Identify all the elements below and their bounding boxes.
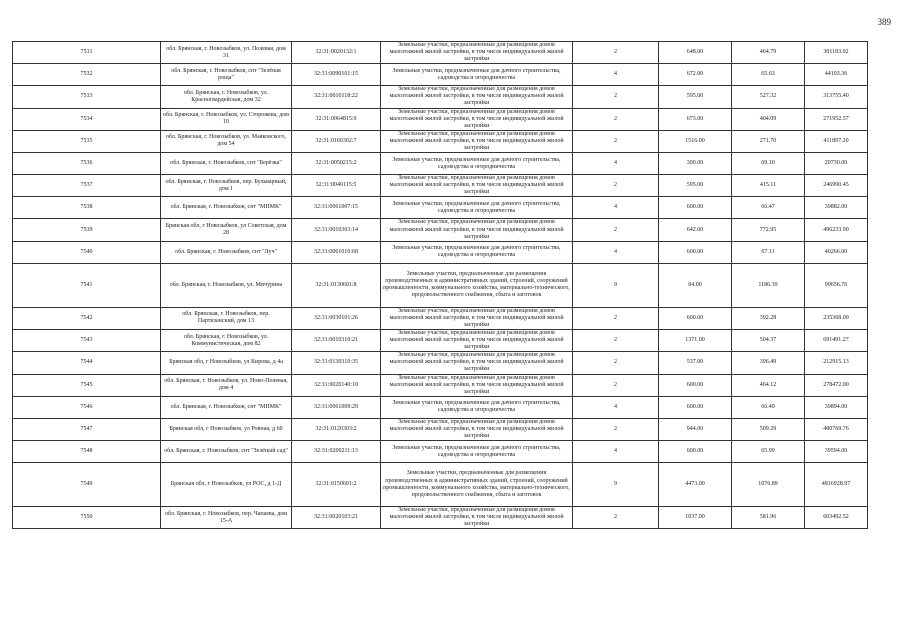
row-number-cell: 7531: [13, 42, 161, 64]
group-cell: 2: [573, 352, 659, 374]
land-use-cell: Земельные участки, предназначенные для дачного строительства, садоводства и огородничества: [381, 396, 573, 418]
cadastral-number-cell: 32:31:0050215:2: [292, 153, 381, 175]
row-number-cell: 7545: [13, 374, 161, 396]
land-use-cell: Земельные участки, предназначенные для размещения домов малоэтажной жилой застройки, в том числе индивидуальной жилой застройки: [381, 418, 573, 440]
land-use-cell: Земельные участки, предназначенные для размещения домов малоэтажной жилой застройки, в том числе индивидуальной жилой застройки: [381, 329, 573, 351]
address-cell: обл. Брянская, г. Новозыбков, ул. Сторожева, дом 10: [161, 108, 292, 130]
area-cell: 1516.00: [659, 130, 732, 152]
area-cell: 600.00: [659, 307, 732, 329]
cadastral-number-cell: 32:31:0061007:15: [292, 197, 381, 219]
land-use-cell: Земельные участки, предназначенные для размещения домов малоэтажной жилой застройки, в том числе индивидуальной жилой застройки: [381, 352, 573, 374]
table-row: [13, 263, 868, 307]
land-use-cell: Земельные участки, предназначенные для размещения производственных и административных зданий, строений, сооружений промышленности, коммунального хозяйства, материально-технического, продовольственного снабжения, сбыта и заготовок: [381, 263, 573, 307]
table-row: [13, 396, 868, 418]
cadastral-value-cell: 44103.36: [805, 64, 868, 86]
area-cell: 4473.00: [659, 463, 732, 507]
group-cell: 4: [573, 241, 659, 263]
land-use-cell: Земельные участки, предназначенные для размещения домов малоэтажной жилой застройки, в том числе индивидуальной жилой застройки: [381, 507, 573, 529]
cadastral-value-cell: 411897.20: [805, 130, 868, 152]
address-cell: обл. Брянская, г. Новозыбков, ул. Коммунистическая, дом 82: [161, 329, 292, 351]
area-cell: 600.00: [659, 441, 732, 463]
cadastral-number-cell: 32:31:0130310:35: [292, 352, 381, 374]
specific-value-cell: 396.49: [732, 352, 805, 374]
land-use-cell: Земельные участки, предназначенные для размещения домов малоэтажной жилой застройки, в том числе индивидуальной жилой застройки: [381, 108, 573, 130]
cadastral-value-cell: 278472.00: [805, 374, 868, 396]
address-cell: обл. Брянская, г. Новозыбков, ул. Ново-Полевая, дом 4: [161, 374, 292, 396]
address-cell: обл. Брянская, г. Новозыбков, пер. Чапаева, дом 15-А: [161, 507, 292, 529]
table-row: [13, 197, 868, 219]
area-cell: 595.00: [659, 86, 732, 108]
specific-value-cell: 1186.39: [732, 263, 805, 307]
area-cell: 672.00: [659, 64, 732, 86]
area-cell: 1037.00: [659, 507, 732, 529]
table-row: [13, 441, 868, 463]
cadastral-value-table: [12, 41, 868, 529]
cadastral-number-cell: 32:31:0200211:13: [292, 441, 381, 463]
table-row: [13, 463, 868, 507]
specific-value-cell: 271.70: [732, 130, 805, 152]
group-cell: 2: [573, 86, 659, 108]
group-cell: 2: [573, 130, 659, 152]
row-number-cell: 7541: [13, 263, 161, 307]
table-row: [13, 175, 868, 197]
land-use-cell: Земельные участки, предназначенные для дачного строительства, садоводства и огородничества: [381, 197, 573, 219]
address-cell: обл. Брянская, г. Новозыбков, ул. Красногвардейская, дом 32: [161, 86, 292, 108]
row-number-cell: 7534: [13, 108, 161, 130]
group-cell: 4: [573, 441, 659, 463]
group-cell: 9: [573, 463, 659, 507]
address-cell: обл. Брянская, г. Новозыбков, снт "Зелёная роща": [161, 64, 292, 86]
row-number-cell: 7540: [13, 241, 161, 263]
area-cell: 648.00: [659, 42, 732, 64]
specific-value-cell: 464.79: [732, 42, 805, 64]
row-number-cell: 7547: [13, 418, 161, 440]
land-use-cell: Земельные участки, предназначенные для дачного строительства, садоводства и огородничества: [381, 441, 573, 463]
cadastral-number-cell: 32:31:0150601:2: [292, 463, 381, 507]
specific-value-cell: 772.95: [732, 219, 805, 241]
area-cell: 600.00: [659, 374, 732, 396]
row-number-cell: 7549: [13, 463, 161, 507]
specific-value-cell: 69.10: [732, 153, 805, 175]
cadastral-value-cell: 603492.52: [805, 507, 868, 529]
specific-value-cell: 415.11: [732, 175, 805, 197]
table-row: [13, 507, 868, 529]
cadastral-value-cell: 496233.90: [805, 219, 868, 241]
cadastral-number-cell: 32:31:0090101:15: [292, 64, 381, 86]
specific-value-cell: 581.96: [732, 507, 805, 529]
land-use-cell: Земельные участки, предназначенные для размещения домов малоэтажной жилой застройки, в том числе индивидуальной жилой застройки: [381, 86, 573, 108]
table-row: [13, 418, 868, 440]
cadastral-number-cell: 32:31:0010303:14: [292, 219, 381, 241]
specific-value-cell: 65.63: [732, 64, 805, 86]
cadastral-value-cell: 20730.00: [805, 153, 868, 175]
address-cell: обл. Брянская, г. Новозыбков, ул. Мичурина: [161, 263, 292, 307]
cadastral-value-cell: 691491.27: [805, 329, 868, 351]
address-cell: Брянская обл, г Новозыбков, ул Кирова, д 4а: [161, 352, 292, 374]
address-cell: обл. Брянская, г. Новозыбков, пер. Партизанский, дом 13: [161, 307, 292, 329]
cadastral-number-cell: 32:31:0020103:21: [292, 507, 381, 529]
land-use-cell: Земельные участки, предназначенные для дачного строительства, садоводства и огородничества: [381, 241, 573, 263]
cadastral-value-cell: 39894.00: [805, 396, 868, 418]
cadastral-value-cell: 212915.13: [805, 352, 868, 374]
group-cell: 2: [573, 374, 659, 396]
group-cell: 4: [573, 396, 659, 418]
cadastral-value-cell: 40266.00: [805, 241, 868, 263]
group-cell: 2: [573, 219, 659, 241]
address-cell: обл. Брянская, г. Новозыбков, снт "МПМК": [161, 396, 292, 418]
group-cell: 4: [573, 197, 659, 219]
cadastral-number-cell: 32:31:0010118:22: [292, 86, 381, 108]
row-number-cell: 7538: [13, 197, 161, 219]
row-number-cell: 7536: [13, 153, 161, 175]
cadastral-number-cell: 32:31:0160302:7: [292, 130, 381, 152]
cadastral-number-cell: 32:31:0030101:26: [292, 307, 381, 329]
specific-value-cell: 392.28: [732, 307, 805, 329]
row-number-cell: 7535: [13, 130, 161, 152]
address-cell: обл. Брянская, г. Новозыбков, ул. Полевая, дом 31: [161, 42, 292, 64]
table-row: [13, 42, 868, 64]
specific-value-cell: 464.12: [732, 374, 805, 396]
table-row: [13, 108, 868, 130]
group-cell: 2: [573, 175, 659, 197]
table-row: [13, 307, 868, 329]
cadastral-number-cell: 32:31:0061010:68: [292, 241, 381, 263]
specific-value-cell: 66.49: [732, 396, 805, 418]
group-cell: 2: [573, 418, 659, 440]
group-cell: 4: [573, 153, 659, 175]
address-cell: Брянская обл, г Новозыбков, ул РОС, д 1-Д: [161, 463, 292, 507]
row-number-cell: 7550: [13, 507, 161, 529]
area-cell: 537.00: [659, 352, 732, 374]
area-cell: 642.00: [659, 219, 732, 241]
area-cell: 300.00: [659, 153, 732, 175]
table-row: [13, 153, 868, 175]
cadastral-number-cell: 32:31:0130601:8: [292, 263, 381, 307]
address-cell: Брянская обл, г Новозыбков, ул Советская, дом 28: [161, 219, 292, 241]
land-use-cell: Земельные участки, предназначенные для размещения домов малоэтажной жилой застройки, в том числе индивидуальной жилой застройки: [381, 130, 573, 152]
cadastral-number-cell: 32:31:0020140:10: [292, 374, 381, 396]
cadastral-value-cell: 39594.00: [805, 441, 868, 463]
row-number-cell: 7532: [13, 64, 161, 86]
land-use-cell: Земельные участки, предназначенные для размещения домов малоэтажной жилой застройки, в том числе индивидуальной жилой застройки: [381, 175, 573, 197]
group-cell: 2: [573, 42, 659, 64]
area-cell: 84.00: [659, 263, 732, 307]
land-use-cell: Земельные участки, предназначенные для размещения домов малоэтажной жилой застройки, в том числе индивидуальной жилой застройки: [381, 307, 573, 329]
group-cell: 4: [573, 64, 659, 86]
cadastral-value-cell: 301183.92: [805, 42, 868, 64]
area-cell: 1371.00: [659, 329, 732, 351]
row-number-cell: 7544: [13, 352, 161, 374]
address-cell: обл. Брянская, г. Новозыбков, снт "МПМК": [161, 197, 292, 219]
land-use-cell: Земельные участки, предназначенные для размещения домов малоэтажной жилой застройки, в том числе индивидуальной жилой застройки: [381, 374, 573, 396]
specific-value-cell: 527.32: [732, 86, 805, 108]
specific-value-cell: 509.29: [732, 418, 805, 440]
row-number-cell: 7548: [13, 441, 161, 463]
area-cell: 600.00: [659, 197, 732, 219]
specific-value-cell: 404.09: [732, 108, 805, 130]
cadastral-value-cell: 99656.76: [805, 263, 868, 307]
area-cell: 595.00: [659, 175, 732, 197]
table-row: [13, 86, 868, 108]
cadastral-value-cell: 480769.76: [805, 418, 868, 440]
area-cell: 673.00: [659, 108, 732, 130]
table-row: [13, 374, 868, 396]
page-number: 389: [877, 17, 891, 27]
table-row: [13, 64, 868, 86]
address-cell: обл. Брянская, г. Новозыбков, снт "Луч": [161, 241, 292, 263]
land-use-cell: Земельные участки, предназначенные для размещения домов малоэтажной жилой застройки, в том числе индивидуальной жилой застройки: [381, 219, 573, 241]
area-cell: 600.00: [659, 396, 732, 418]
specific-value-cell: 504.37: [732, 329, 805, 351]
cadastral-value-cell: 39882.00: [805, 197, 868, 219]
address-cell: Брянская обл, г Новозыбков, ул Ровная, д 60: [161, 418, 292, 440]
specific-value-cell: 1076.89: [732, 463, 805, 507]
group-cell: 2: [573, 307, 659, 329]
table-row: [13, 329, 868, 351]
cadastral-number-cell: 32:31:0040115:5: [292, 175, 381, 197]
table-body: [13, 42, 868, 529]
land-use-cell: Земельные участки, предназначенные для размещения производственных и административных зданий, строений, сооружений промышленности, коммунального хозяйства, материально-технического, продовольственного снабжения, сбыта и заготовок: [381, 463, 573, 507]
cadastral-value-cell: 271952.57: [805, 108, 868, 130]
address-cell: обл. Брянская, г. Новозыбков, снт "Зелёный сад": [161, 441, 292, 463]
table-row: [13, 219, 868, 241]
row-number-cell: 7546: [13, 396, 161, 418]
address-cell: обл. Брянская, г. Новозыбков, снт "Берёзка": [161, 153, 292, 175]
table-row: [13, 241, 868, 263]
cadastral-value-cell: 313755.40: [805, 86, 868, 108]
address-cell: обл. Брянская, г. Новозыбков, пер. Бульварный, дом 1: [161, 175, 292, 197]
land-use-cell: Земельные участки, предназначенные для дачного строительства, садоводства и огородничества: [381, 153, 573, 175]
cadastral-value-cell: 4816928.97: [805, 463, 868, 507]
row-number-cell: 7539: [13, 219, 161, 241]
group-cell: 2: [573, 108, 659, 130]
cadastral-number-cell: 32:31:0061009:29: [292, 396, 381, 418]
area-cell: 944.00: [659, 418, 732, 440]
group-cell: 9: [573, 263, 659, 307]
cadastral-number-cell: 32:31:0064815:9: [292, 108, 381, 130]
cadastral-value-cell: 246990.45: [805, 175, 868, 197]
land-use-cell: Земельные участки, предназначенные для размещения домов малоэтажной жилой застройки, в том числе индивидуальной жилой застройки: [381, 42, 573, 64]
row-number-cell: 7537: [13, 175, 161, 197]
specific-value-cell: 67.11: [732, 241, 805, 263]
group-cell: 2: [573, 329, 659, 351]
group-cell: 2: [573, 507, 659, 529]
cadastral-number-cell: 32:31:0020132:1: [292, 42, 381, 64]
address-cell: обл. Брянская, г. Новозыбков, ул. Маяковского, дом 54: [161, 130, 292, 152]
land-use-cell: Земельные участки, предназначенные для дачного строительства, садоводства и огородничества: [381, 64, 573, 86]
cadastral-number-cell: 32:31:0010310:21: [292, 329, 381, 351]
cadastral-number-cell: 32:31:0120303:2: [292, 418, 381, 440]
cadastral-value-cell: 235368.00: [805, 307, 868, 329]
specific-value-cell: 65.99: [732, 441, 805, 463]
row-number-cell: 7543: [13, 329, 161, 351]
specific-value-cell: 66.47: [732, 197, 805, 219]
row-number-cell: 7533: [13, 86, 161, 108]
table-row: [13, 352, 868, 374]
row-number-cell: 7542: [13, 307, 161, 329]
area-cell: 600.00: [659, 241, 732, 263]
table-row: [13, 130, 868, 152]
